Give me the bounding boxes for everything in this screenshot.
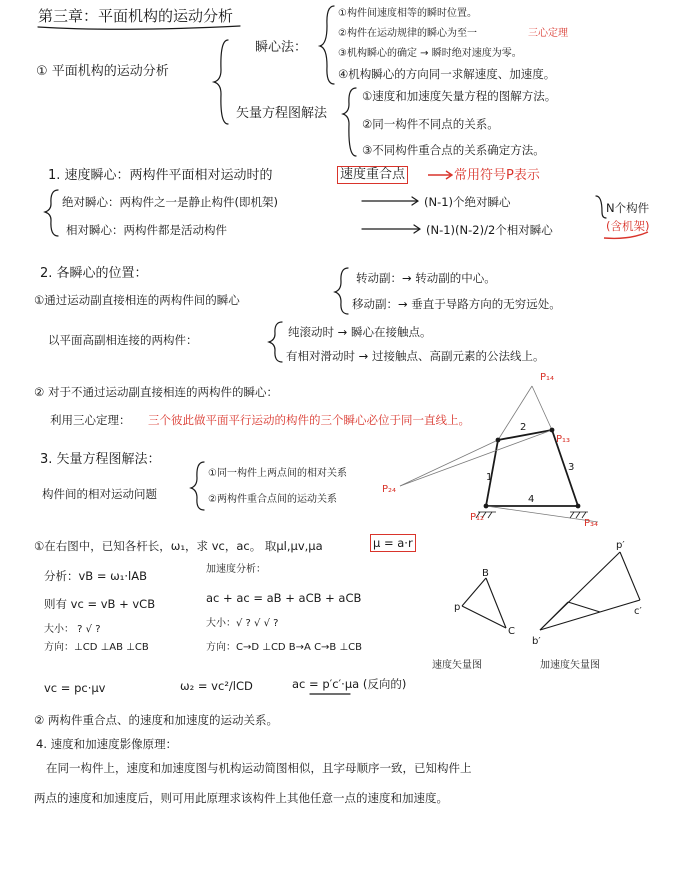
brace-m1 [320,6,334,84]
method-vector: 矢量方程图解法 [236,106,328,121]
vel-dirs: 方向：⊥CD ⊥AB ⊥CB [44,642,149,653]
link-num-4: 4 [528,494,535,505]
rel-center-def: 相对瞬心：两构件都是活动构件 [66,223,227,237]
vp-c: C [508,626,515,637]
brace-s2a [335,268,348,314]
s3-bullet-1: ①同一构件上两点间的相对关系 [208,468,347,479]
mu-box: μ = a·r [370,534,416,552]
s3-bullet-2: ②两构件重合点间的运动关系 [208,494,337,505]
vp-p: p [454,602,461,613]
side-n-links: N个构件 [606,201,650,215]
vp-b: B [482,568,489,579]
link-num-3: 3 [568,462,575,473]
ap-p: p′ [616,540,625,551]
result-vc: vc = pc·μv [44,681,106,695]
m1-item-4: ④机构瞬心的方向同一求解速度、加速度。 [338,67,556,81]
prismatic-pair: 移动副：→ 垂直于导路方向的无穷远处。 [352,297,561,311]
p12-label: P₁₂ [470,512,485,523]
s4-para-2: 两点的速度和加速度后，则可用此原理求该构件上其他任意一点的速度和加速度。 [34,791,448,805]
p34-label: P₃₄ [584,518,599,529]
brace-s2b [269,322,282,362]
acc-dirs: 方向：C→D ⊥CD B→A C→B ⊥CB [206,642,363,653]
s3-label: 构件间的相对运动问题 [42,487,157,501]
p13-label: P₁₃ [556,434,571,445]
s4-para-1: 在同一构件上，速度和加速度图与机构运动简图相似，且字母顺序一致，已知构件上 [46,761,472,775]
s2-title: 2. 各瞬心的位置： [40,266,148,281]
brace-side [596,196,606,218]
s2-line3: ② 对于不通过运动副直接相连的两构件的瞬心： [34,385,278,399]
s1-boxed-term: 速度重合点 [337,166,408,184]
result-ac: ac = p′c′·μa (反向的) [292,677,407,691]
velocity-polygon [462,578,506,628]
s2-line1: ①通过运动副直接相连的两构件间的瞬心 [34,293,240,307]
s1-title: 1. 速度瞬心：两构件平面相对运动时的 [48,168,273,183]
ap-c: c′ [634,606,642,617]
vel-equation: 则有 vc = vB + vCB [44,597,156,611]
pure-rolling: 纯滚动时 → 瞬心在接触点。 [288,325,432,339]
side-incl-frame: (含机架) [606,219,650,233]
brace-methods [214,40,228,124]
s4-title: 4. 速度和加速度影像原理： [36,737,178,751]
rel-center-count: (N-1)(N-2)/2个相对瞬心 [426,223,553,237]
coincident-point-line: ② 两构件重合点、的速度和加速度的运动关系。 [34,713,278,727]
link-num-1: 1 [486,472,493,483]
kennedy-label: 利用三心定理： [50,413,131,427]
revolute-pair: 转动副：→ 转动副的中心。 [356,271,496,285]
method-instant-center: 瞬心法： [255,40,308,55]
red-arrow [428,171,452,179]
brace-s1 [45,190,58,236]
acc-equation: ac + ac = aB + aCB + aCB [206,591,362,605]
p24-label: P₂₄ [382,484,397,495]
vel-sizes: 大小： ? √ ? [44,624,101,635]
m1-item-3: ③机构瞬心的确定 → 瞬时绝对速度为零。 [338,48,522,59]
result-omega2: ω₂ = vc²/lCD [180,679,253,693]
chapter-title: 第三章：平面机构的运动分析 [38,7,234,25]
s3-title: 3. 矢量方程图解法： [40,452,161,467]
problem-statement: ①在右图中，已知各杆长，ω₁，求 vc，ac。 取μl,μv,μa [34,539,323,553]
brace-m2 [343,88,356,156]
m1-item-2: ②构件在运动规律的瞬心为至一 [338,28,477,39]
m1-item-1: ①构件间速度相等的瞬时位置。 [338,8,477,19]
s2-line2: 以平面高副相连接的两构件： [48,333,198,347]
acc-analysis-label: 加速度分析： [206,564,266,575]
vel-analysis: 分析：vB = ω₁·lAB [44,569,147,583]
brace-s3 [191,462,204,510]
section-sub: ① 平面机构的运动分析 [36,64,169,79]
caption-acceleration: 加速度矢量图 [540,660,600,671]
acceleration-polygon [540,552,640,630]
link-num-2: 2 [520,422,527,433]
kennedy-theorem: 三个彼此做平面平行运动的构件的三个瞬心必位于同一直线上。 [148,413,470,427]
m2-item-1: ①速度和加速度矢量方程的图解方法。 [362,89,557,103]
three-center-theorem: 三心定理 [528,28,568,39]
ap-b: b′ [532,636,541,647]
caption-velocity: 速度矢量图 [432,660,482,671]
arrow-abs [362,197,418,205]
arrow-rel [362,225,420,233]
m2-item-3: ③不同构件重合点的关系确定方法。 [362,143,545,157]
p14-label: P₁₄ [540,372,555,383]
s1-red-note: 常用符号P表示 [454,168,540,183]
relative-sliding: 有相对滑动时 → 过接触点、高副元素的公法线上。 [286,349,545,363]
acc-sizes: 大小：√ ? √ √ ? [206,618,279,629]
abs-center-count: (N-1)个绝对瞬心 [424,195,511,209]
red-underline [604,232,648,238]
title-underline [38,26,240,29]
m2-item-2: ②同一构件不同点的关系。 [362,117,499,131]
abs-center-def: 绝对瞬心：两构件之一是静止构件(即机架) [62,195,278,209]
